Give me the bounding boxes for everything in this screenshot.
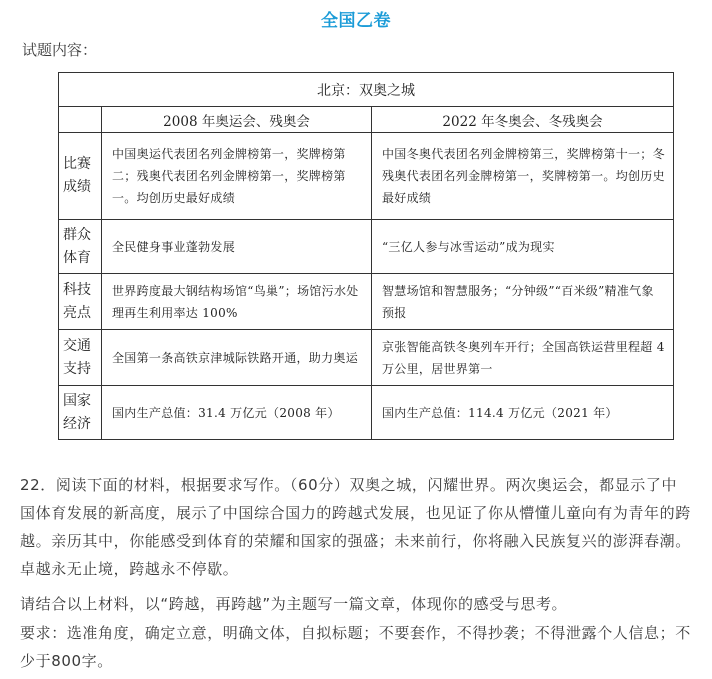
section-label: 试题内容： xyxy=(22,41,98,59)
table-row xyxy=(59,386,674,440)
question-prompt: 22．阅读下面的材料，根据要求写作。（60分）双奥之城，闪耀世界。两次奥运会，都显示了中国体育发展的新高度，展示了中国综合国力的跨越式发展，也见证了你从懵懂儿童向有为青年的跨越。亲历其中，你能感受到体育的荣耀和国家的强盛；未来前行，你将融入民族复兴的澎湃春潮。卓越永无止境，跨越永不停歇。 xyxy=(20,476,691,578)
table-header-row xyxy=(59,107,674,133)
row-label: 科技亮点 xyxy=(59,274,102,330)
question-task: 请结合以上材料，以“跨越，再跨越”为主题写一篇文章，体现你的感受与思考。 xyxy=(20,595,568,613)
column-header-2022: 2022 年冬奥会、冬残奥会 xyxy=(372,107,674,133)
cell-2022: “三亿人参与冰雪运动”成为现实 xyxy=(372,220,674,274)
question-requirements: 要求：选准角度，确定立意，明确文体，自拟标题；不要套作，不得抄袭；不得泄露个人信息；不少于800字。 xyxy=(20,624,691,670)
table-caption-row xyxy=(59,73,674,107)
table-row xyxy=(59,133,674,220)
cell-2022: 京张智能高铁冬奥列车开行；全国高铁运营里程超 4 万公里，居世界第一 xyxy=(372,330,674,386)
row-label: 群众体育 xyxy=(59,220,102,274)
table-corner xyxy=(59,107,102,133)
table-caption: 北京：双奥之城 xyxy=(59,73,674,107)
cell-2022: 国内生产总值：114.4 万亿元（2021 年） xyxy=(372,386,674,440)
column-header-2008: 2008 年奥运会、残奥会 xyxy=(102,107,372,133)
table-row xyxy=(59,330,674,386)
cell-2008: 中国奥运代表团名列金牌榜第一，奖牌榜第二；残奥代表团名列金牌榜第一，奖牌榜第一。均创历史最好成绩 xyxy=(102,133,372,220)
table-row xyxy=(59,274,674,330)
table-row xyxy=(59,220,674,274)
row-label: 交通支持 xyxy=(59,330,102,386)
row-label: 比赛成绩 xyxy=(59,133,102,220)
row-label: 国家经济 xyxy=(59,386,102,440)
cell-2008: 全国第一条高铁京津城际铁路开通，助力奥运 xyxy=(102,330,372,386)
cell-2008: 国内生产总值：31.4 万亿元（2008 年） xyxy=(102,386,372,440)
page-title: 全国乙卷 xyxy=(321,11,391,31)
cell-2022: 中国冬奥代表团名列金牌榜第三，奖牌榜第十一；冬残奥代表团名列金牌榜第一，奖牌榜第一。均创历史最好成绩 xyxy=(372,133,674,220)
comparison-table xyxy=(58,72,674,440)
cell-2008: 世界跨度最大钢结构场馆“鸟巢”；场馆污水处理再生利用率达 100% xyxy=(102,274,372,330)
cell-2008: 全民健身事业蓬勃发展 xyxy=(102,220,372,274)
cell-2022: 智慧场馆和智慧服务；“分钟级”“百米级”精准气象预报 xyxy=(372,274,674,330)
